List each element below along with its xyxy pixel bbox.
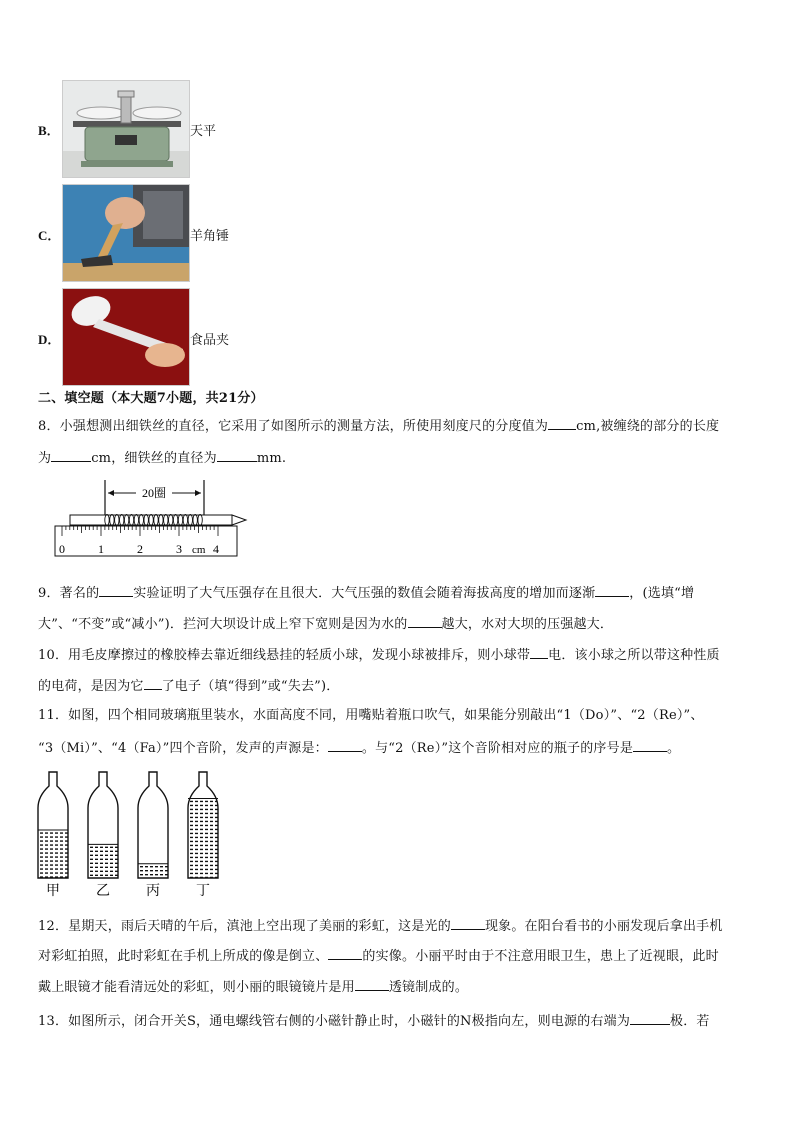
q11-line-1: 11．如图，四个相同玻璃瓶里装水，水面高度不同，用嘴贴着瓶口吹气，如果能分别敲出“1（Do）”、“2（Re）”、 <box>38 708 704 723</box>
q8-blank-2[interactable] <box>51 448 91 462</box>
coil-count-label: 20圈 <box>141 486 167 500</box>
option-b-caption: 天平 <box>190 124 217 139</box>
q10-blank-2[interactable] <box>144 676 162 690</box>
q10-blank-1[interactable] <box>530 645 548 659</box>
bottle-3 <box>138 772 168 898</box>
bottle-water <box>188 798 218 878</box>
option-b-letter: B． <box>38 123 60 138</box>
ruler-unit: cm <box>192 544 206 556</box>
ruler-tick-label: 2 <box>137 542 143 556</box>
q9-blank-3[interactable] <box>408 614 442 628</box>
q8-line-2: 为 cm，细铁丝的直径为 mm. <box>38 448 758 468</box>
q8-blank-1[interactable] <box>548 416 576 430</box>
q11-blank-1[interactable] <box>328 738 362 752</box>
option-c-letter: C． <box>38 228 61 243</box>
q11-blank-2[interactable] <box>633 738 667 752</box>
q9-line-1: 9．著名的 实验证明了大气压强存在且很大．大气压强的数值会随着海拔高度的增加而逐渐 ，(选填“增 <box>38 583 758 603</box>
bottle-label: 甲 <box>46 884 60 898</box>
q9-blank-1[interactable] <box>99 583 133 597</box>
q12-blank-1[interactable] <box>451 916 485 930</box>
bottle-label: 丁 <box>196 884 210 898</box>
q8-line-1: 8．小强想测出细铁丝的直径，它采用了如图所示的测量方法，所使用刻度尺的分度值为 cm,被缠绕的部分的长度 <box>38 416 758 436</box>
q12-line-2: 对彩虹拍照，此时彩虹在手机上所成的像是倒立、 的实像。小丽平时由于不注意用眼卫生，患上了近视眼，此时 <box>38 946 758 966</box>
balance-image <box>62 80 190 178</box>
section-title: 二、填空题（本大题7小题，共21分） <box>38 391 264 406</box>
q10-line-1: 10．用毛皮摩擦过的橡胶棒去靠近细线悬挂的轻质小球，发现小球被排斥，则小球带 电．该小球之所以带这种性质 <box>38 645 758 665</box>
q10-line-2: 的电荷，是因为它 了电子（填“得到”或“失去”)． <box>38 676 758 696</box>
bottle-label: 丙 <box>146 884 160 898</box>
bottle-water <box>88 844 118 878</box>
bottle-2 <box>88 772 118 898</box>
bottle-water <box>138 864 168 878</box>
q11-line-2: “3（Mi）”、“4（Fa）”四个音阶，发声的声源是： 。与“2（Re）”这个音阶相对应的瓶子的序号是 。 <box>38 738 758 758</box>
q12-line-1: 12．星期天，雨后天晴的午后，滇池上空出现了美丽的彩虹，这是光的 现象。在阳台看书的小丽发现后拿出手机 <box>38 916 758 936</box>
option-c-caption: 羊角锤 <box>190 229 230 244</box>
q12-blank-2[interactable] <box>328 946 362 960</box>
bottle-1 <box>38 772 68 898</box>
bottle-water <box>38 830 68 878</box>
bottles-figure <box>30 768 230 898</box>
q12-line-3: 戴上眼镜才能看清远处的彩虹，则小丽的眼镜镜片是用 透镜制成的。 <box>38 977 758 997</box>
ruler-tick-label: 3 <box>176 542 182 556</box>
q9-line-2: 大”、“不变”或“减小”)．拦河大坝设计成上窄下宽则是因为水的 越大，水对大坝的压强越大． <box>38 614 758 634</box>
q8-blank-3[interactable] <box>217 448 257 462</box>
q12-blank-3[interactable] <box>355 977 389 991</box>
q13-line-1: 13．如图所示，闭合开关S，通电螺线管右侧的小磁针静止时，小磁针的N极指向左，则电源的右端为 极．若 <box>38 1011 758 1031</box>
ruler-tick-label: 0 <box>59 542 65 556</box>
food-tongs-image <box>62 288 190 386</box>
option-d-caption: 食品夹 <box>190 333 230 348</box>
bottle-label: 乙 <box>96 884 110 898</box>
q9-blank-2[interactable] <box>595 583 629 597</box>
ruler-tick-label: 4 <box>213 542 219 556</box>
ruler-figure <box>50 480 255 562</box>
q13-blank-1[interactable] <box>630 1011 670 1025</box>
bottle-4 <box>188 772 218 898</box>
ruler-tick-label: 1 <box>98 542 104 556</box>
option-d-letter: D． <box>38 332 61 347</box>
claw-hammer-image <box>62 184 190 282</box>
